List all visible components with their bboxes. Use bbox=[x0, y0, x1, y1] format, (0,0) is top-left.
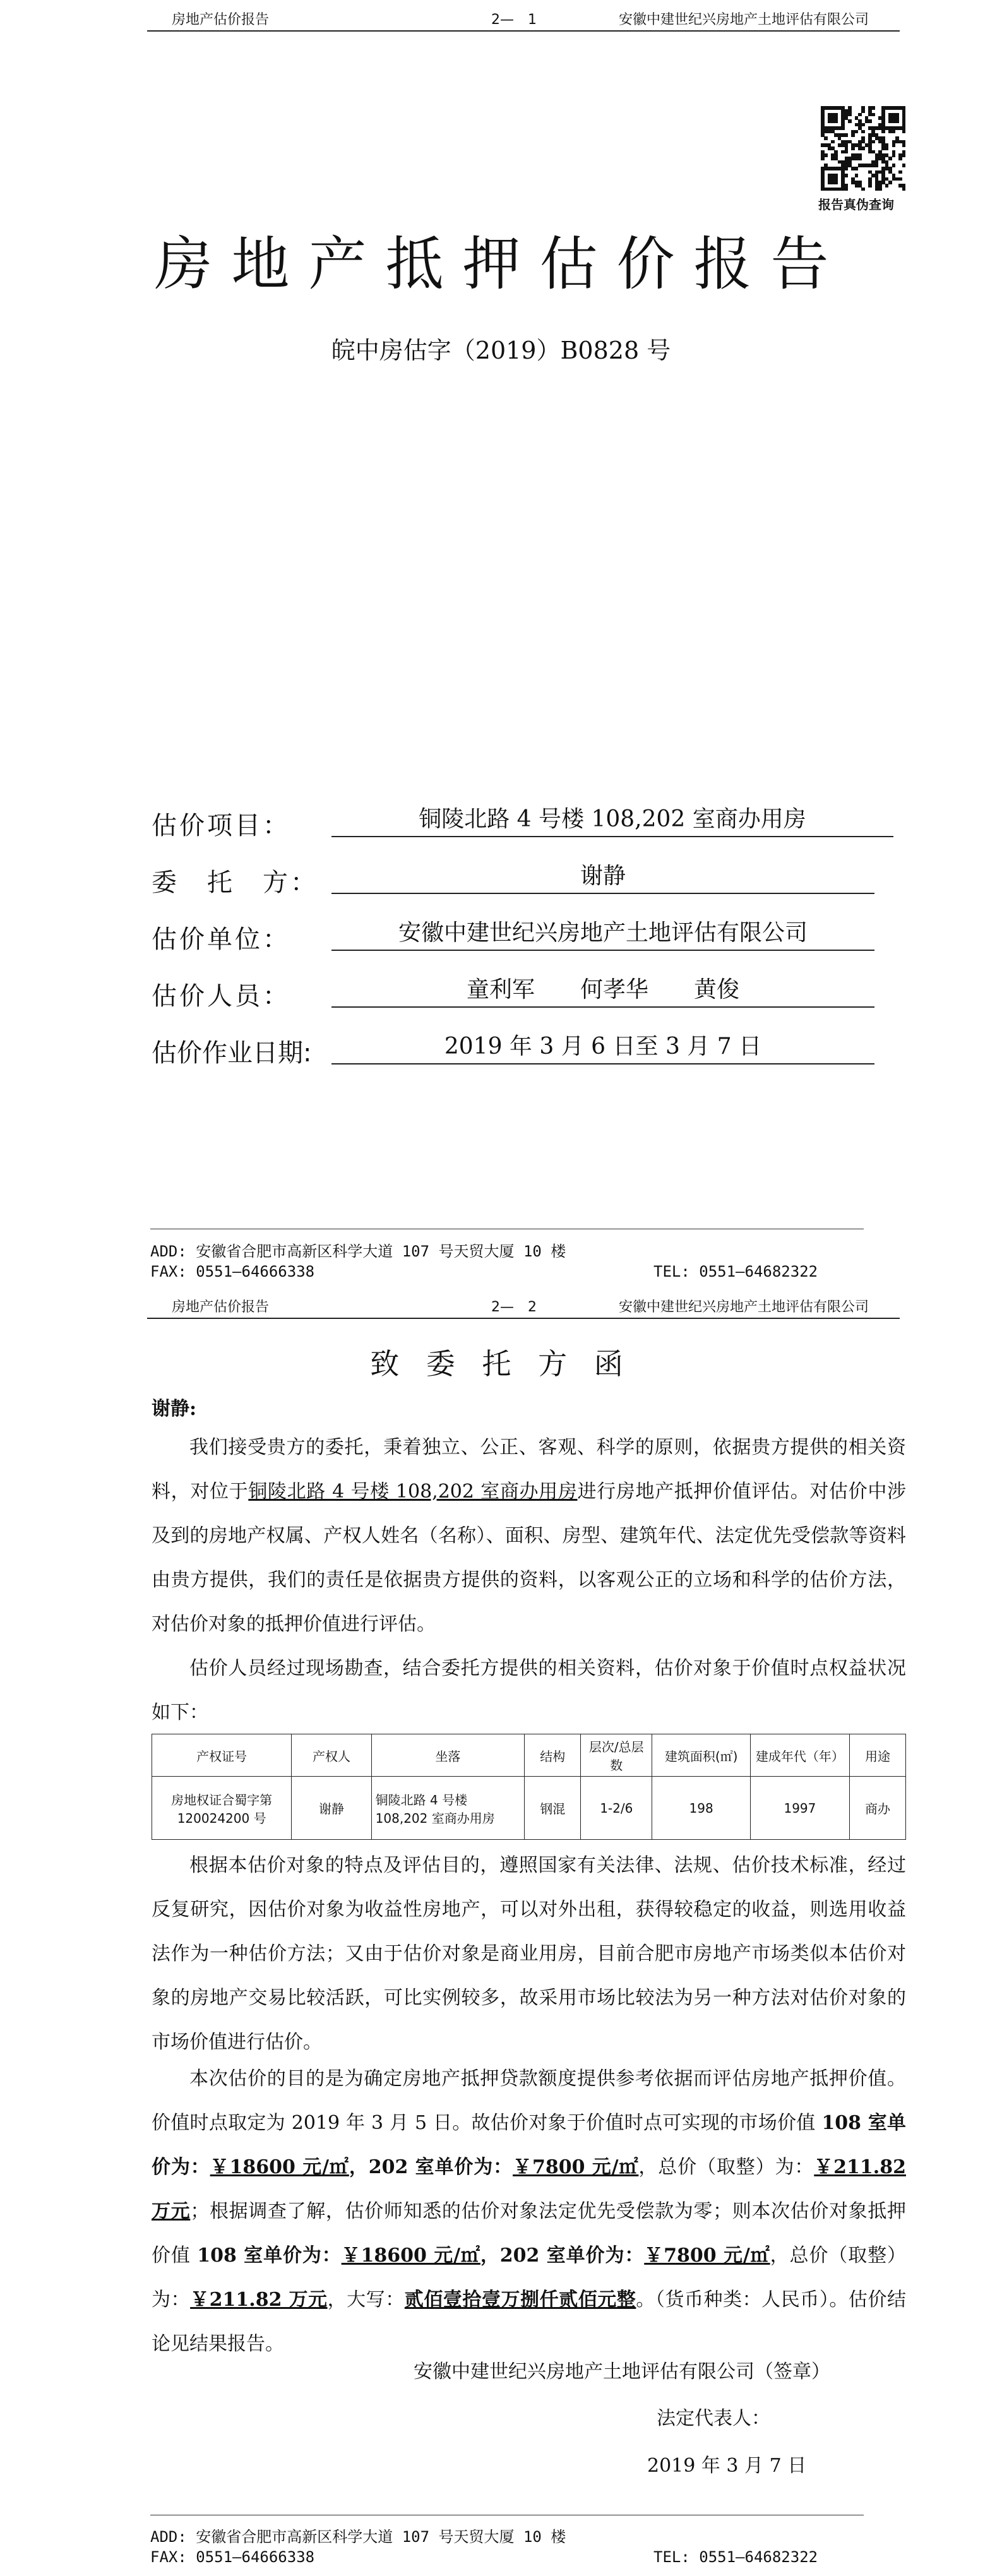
table-cell: 1-2/6 bbox=[581, 1777, 652, 1840]
paragraph-3: 根据本估价对象的特点及评估目的，遵照国家有关法律、法规、估价技术标准，经过反复研究，因估价对象为收益性房地产，可以对外出租，获得较稳定的收益，则选用收益法作为一种估价方法；又由于估价对象是商业用房，目前合肥市房地产市场类似本估价对象的房地产交易比较活跃，可比实例较多，故采用市场比较法为另一种方法对估价对象的市场价值进行估价。 bbox=[152, 1854, 906, 2053]
field-label-dates: 估价作业日期: bbox=[152, 1039, 312, 1068]
field-value-appraisers: 童利军 何孝华 黄俊 bbox=[331, 974, 874, 1008]
table-row bbox=[152, 1777, 906, 1840]
table-cell: 房地权证合蜀字第 120024200 号 bbox=[152, 1777, 292, 1840]
table-header: 用途 bbox=[849, 1734, 905, 1777]
header-left: 房地产估价报告 bbox=[172, 1299, 270, 1315]
salutation: 谢静: bbox=[152, 1398, 197, 1420]
signature-representative: 法定代表人： bbox=[657, 2407, 770, 2430]
mortgage-total-words: 贰佰壹拾壹万捌仟贰佰元整 bbox=[404, 2289, 636, 2311]
footer-tel: TEL: 0551—64682322 bbox=[653, 1263, 818, 1280]
letter-title: 致 委 托 方 函 bbox=[370, 1347, 632, 1381]
mortgage-108-unit-price: ￥18600 元/㎡ bbox=[341, 2245, 480, 2267]
field-value-client: 谢静 bbox=[331, 860, 874, 894]
paragraph-2: 估价人员经过现场勘查，结合委托方提供的相关资料，估价对象于价值时点权益状况如下： bbox=[152, 1657, 906, 1724]
table-header: 坐落 bbox=[371, 1734, 525, 1777]
mortgage-total: ￥211.82 万元 bbox=[190, 2289, 328, 2311]
header-rule bbox=[147, 30, 900, 32]
field-value-dates: 2019 年 3 月 6 日至 3 月 7 日 bbox=[331, 1030, 874, 1064]
field-value-unit: 安徽中建世纪兴房地产土地评估有限公司 bbox=[331, 917, 874, 951]
report-title: 房地产抵押估价报告 bbox=[154, 230, 848, 298]
table-header: 建成年代（年） bbox=[750, 1734, 849, 1777]
table-cell: 铜陵北路 4 号楼 108,202 室商办用房 bbox=[371, 1777, 525, 1840]
table-header: 结构 bbox=[525, 1734, 581, 1777]
report-number: 皖中房估字（2019）B0828 号 bbox=[331, 337, 671, 364]
field-label-appraisers: 估价人员： bbox=[152, 982, 290, 1011]
table-cell: 商办 bbox=[849, 1777, 905, 1840]
paragraph-1: 我们接受贵方的委托，秉着独立、公正、客观、科学的原则，依据贵方提供的相关资料，对位于铜陵北路 4 号楼 108,202 室商办用房进行房地产抵押价值评估。对估价中涉及到的房地产权属、产权人姓名（名称）、面积、房型、建筑年代、法定优先受偿款等资料由贵方提供，我们的责任是依据贵方提供的资料，以客观公正的立场和科学的估价方法，对估价对象的抵押价值进行评估。 bbox=[152, 1436, 907, 1635]
footer-address: ADD: 安徽省合肥市高新区科学大道 107 号天贸大厦 10 楼 bbox=[150, 2528, 566, 2546]
paragraph-4: 本次估价的目的是为确定房地产抵押贷款额度提供参考依据而评估房地产抵押价值。价值时点取定为 2019 年 3 月 5 日。故估价对象于价值时点可实现的市场价值 108 室单价为：￥18600 元/㎡，202 室单价为：￥7800 元/㎡，总价（取整）为：￥211.82 万元；根据调查了解，估价师知悉的估价对象法定优先受偿款为零；则本次估价对象抵押价值 108 室单价为：￥18600 元/㎡，202 室单价为：￥7800 元/㎡，总价（取整）为：￥211.82 万元，大写：贰佰壹拾壹万捌仟贰佰元整。（货币种类：人民币）。估价结论见结果报告。 bbox=[152, 2068, 907, 2355]
table-header: 产权证号 bbox=[152, 1734, 292, 1777]
table-header: 产权人 bbox=[292, 1734, 371, 1777]
header-right: 安徽中建世纪兴房地产土地评估有限公司 bbox=[619, 1299, 869, 1315]
signature-date: 2019 年 3 月 7 日 bbox=[647, 2455, 807, 2477]
footer-tel: TEL: 0551—64682322 bbox=[653, 2548, 818, 2566]
header-right: 安徽中建世纪兴房地产土地评估有限公司 bbox=[619, 12, 869, 28]
value-202-unit-price: ￥7800 元/㎡ bbox=[513, 2156, 639, 2178]
header-page-number: 2— 1 bbox=[491, 12, 537, 28]
value-108-unit-price: ￥18600 元/㎡ bbox=[210, 2156, 349, 2178]
table-cell: 钢混 bbox=[525, 1777, 581, 1840]
field-label-unit: 估价单位： bbox=[152, 925, 290, 954]
table-header: 建筑面积(㎡) bbox=[652, 1734, 751, 1777]
footer-fax: FAX: 0551—64666338 bbox=[150, 1263, 315, 1280]
header-rule bbox=[147, 1318, 900, 1319]
header-page-number: 2— 2 bbox=[491, 1299, 537, 1315]
footer-address: ADD: 安徽省合肥市高新区科学大道 107 号天贸大厦 10 楼 bbox=[150, 1243, 566, 1260]
property-table bbox=[152, 1734, 906, 1840]
table-header: 层次/总层数 bbox=[581, 1734, 652, 1777]
table-cell: 1997 bbox=[750, 1777, 849, 1840]
field-label-client: 委 托 方： bbox=[152, 868, 318, 897]
property-address-link: 铜陵北路 4 号楼 108,202 室商办用房 bbox=[248, 1481, 578, 1503]
footer-fax: FAX: 0551—64666338 bbox=[150, 2548, 315, 2566]
header-left: 房地产估价报告 bbox=[172, 12, 270, 28]
value-total: ￥211.82 万元 bbox=[152, 2156, 906, 2222]
mortgage-202-unit-price: ￥7800 元/㎡ bbox=[644, 2245, 770, 2267]
qr-code-icon[interactable] bbox=[821, 106, 905, 191]
signature-company: 安徽中建世纪兴房地产土地评估有限公司（签章） bbox=[414, 2361, 830, 2383]
field-value-project: 铜陵北路 4 号楼 108,202 室商办用房 bbox=[331, 803, 893, 837]
table-cell: 198 bbox=[652, 1777, 751, 1840]
field-label-project: 估价项目： bbox=[152, 811, 290, 840]
table-cell: 谢静 bbox=[292, 1777, 371, 1840]
qr-caption: 报告真伪查询 bbox=[818, 197, 894, 212]
